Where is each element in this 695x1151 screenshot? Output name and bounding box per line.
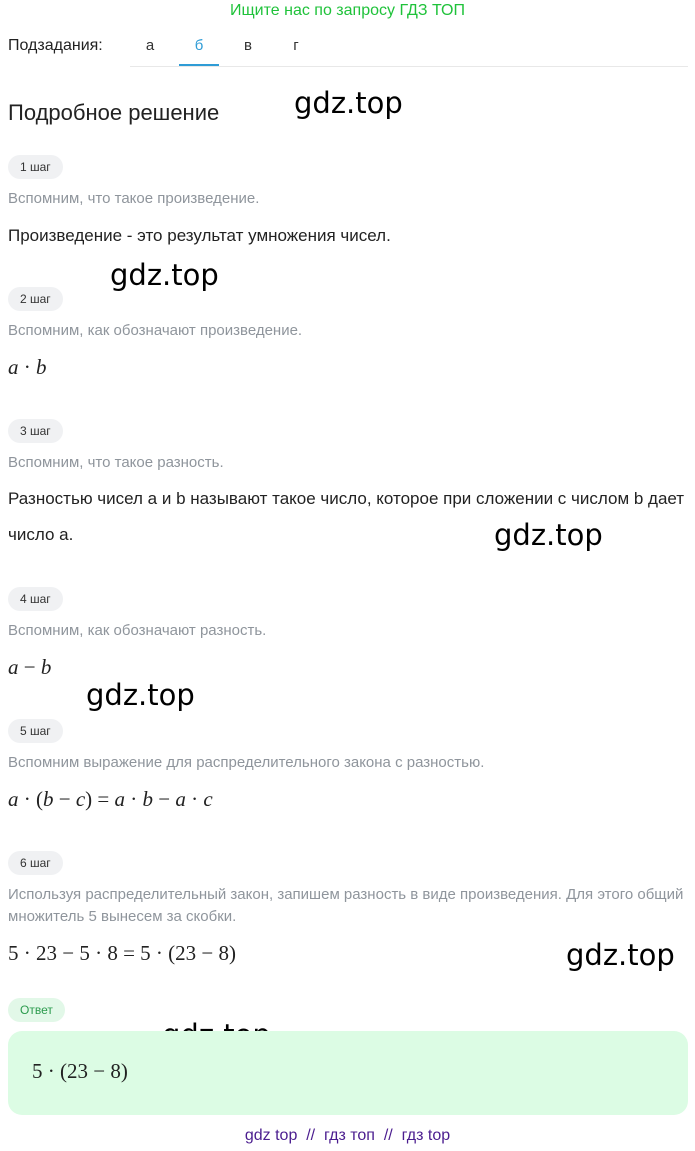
footer-separator: // (383, 1127, 393, 1144)
step-formula: a · b (8, 355, 47, 379)
step-hint: Вспомним, как обозначают разность. (8, 622, 267, 639)
step-text: Разностью чисел a и b называют такое число, которое при сложении с числом b дает число a. (8, 489, 685, 544)
step-text: Произведение - это результат умножения чисел. (8, 226, 391, 245)
footer-link-2[interactable]: гдз топ (324, 1127, 375, 1144)
answer-badge: Ответ (8, 998, 65, 1022)
step-badge: 1 шаг (8, 155, 63, 179)
watermark: gdz.top (566, 938, 675, 972)
footer-link-3[interactable]: гдз top (401, 1127, 451, 1144)
footer-links (0, 1127, 695, 1145)
tab-g[interactable]: г (293, 37, 299, 54)
step-hint: Вспомним выражение для распределительного закона с разностью. (8, 754, 485, 771)
step-hint: Вспомним, как обозначают произведение. (8, 322, 303, 339)
step-badge: 6 шаг (8, 851, 63, 875)
watermark: gdz.top (86, 678, 195, 712)
step-badge: 5 шаг (8, 719, 63, 743)
tab-a[interactable]: а (145, 37, 155, 54)
page-title: Подробное решение (8, 100, 220, 125)
step-hint: Вспомним, что такое разность. (8, 454, 224, 471)
step-badge: 4 шаг (8, 587, 63, 611)
footer-link-1[interactable]: gdz top (244, 1127, 298, 1144)
step-hint: Вспомним, что такое произведение. (8, 190, 260, 207)
footer-separator: // (306, 1127, 316, 1144)
answer-formula: 5 · (23 − 8) (32, 1059, 128, 1083)
step-formula: 5 · 23 − 5 · 8 = 5 · (23 − 8) (8, 941, 236, 965)
step-hint: Используя распределительный закон, запишем разность в виде произведения. Для этого общий множитель 5 вынесем за скобки. (8, 886, 684, 925)
tab-b[interactable]: б (179, 26, 219, 66)
answer-box (8, 1031, 688, 1115)
subtasks-tabs (130, 26, 688, 67)
step-formula: a − b (8, 655, 52, 679)
step-badge: 3 шаг (8, 419, 63, 443)
subtasks-label: Подзадания: (8, 37, 103, 54)
step-formula: a · (b − c) = a · b − a · c (8, 787, 213, 811)
watermark: gdz.top (110, 258, 219, 292)
watermark: gdz.top (494, 518, 603, 552)
tab-v[interactable]: в (244, 37, 252, 54)
promo-banner: Ищите нас по запросу ГДЗ ТОП (230, 2, 465, 19)
watermark: gdz.top (294, 86, 403, 120)
step-badge: 2 шаг (8, 287, 63, 311)
